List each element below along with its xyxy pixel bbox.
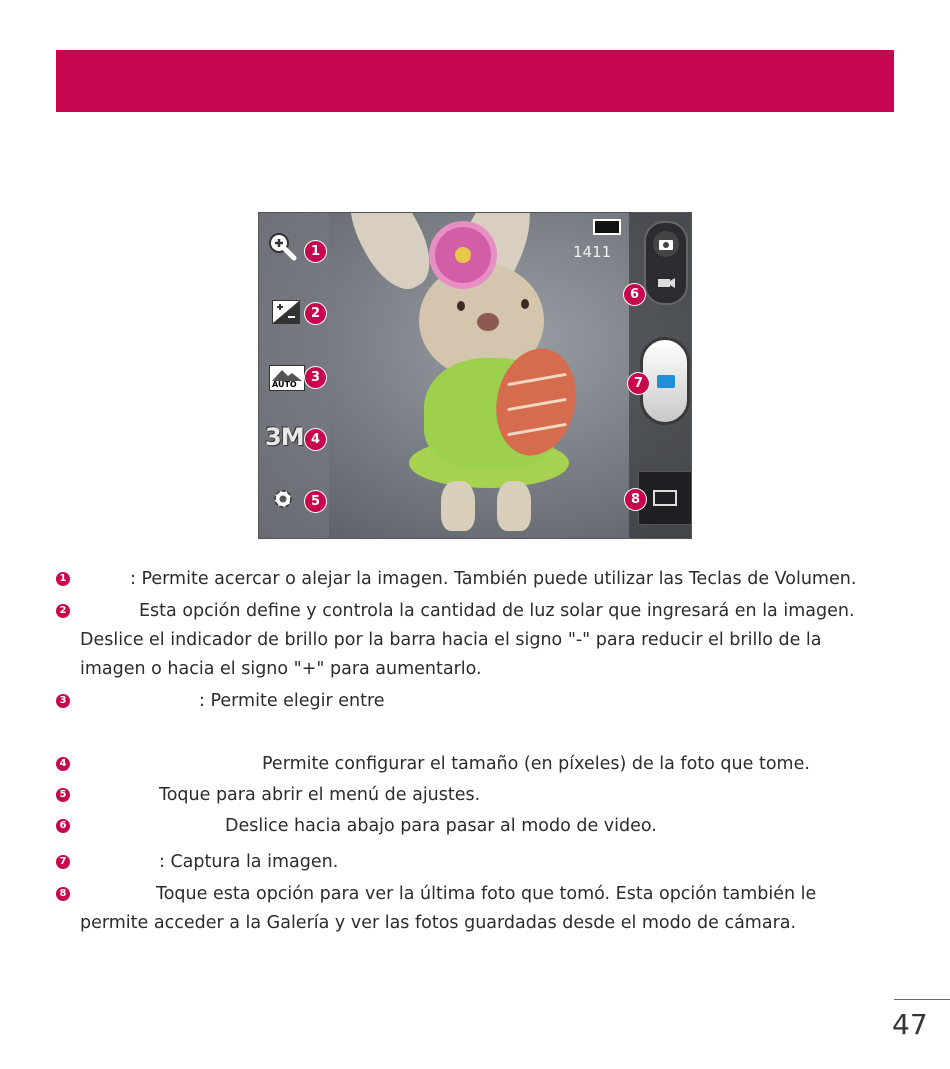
gallery-icon: [653, 490, 677, 506]
bunny-nose: [477, 313, 499, 331]
bullet-8: 8: [56, 887, 70, 901]
bunny-flower-center: [455, 247, 471, 263]
bullet-1: 1: [56, 572, 70, 586]
callout-3: 3: [305, 367, 326, 388]
battery-icon: [593, 219, 621, 235]
item-1-text: : Permite acercar o alejar la imagen. También puede utilizar las Teclas de Volumen.: [130, 569, 857, 589]
item-6-text: Deslice hacia abajo para pasar al modo de video.: [225, 816, 657, 836]
bullet-3: 3: [56, 694, 70, 708]
callout-2: 2: [305, 303, 326, 324]
camera-mode-icon: [653, 231, 679, 257]
callout-6: 6: [624, 284, 645, 305]
shots-remaining: 1411: [573, 243, 612, 261]
page-number-rule: [894, 999, 950, 1000]
bullet-5: 5: [56, 788, 70, 802]
bullet-2: 2: [56, 604, 70, 618]
header-bar: [56, 50, 894, 112]
mode-switch[interactable]: [644, 221, 688, 305]
callout-8: 8: [625, 489, 646, 510]
camera-icon: [653, 231, 679, 257]
item-3-text: : Permite elegir entre: [199, 691, 385, 711]
callout-4: 4: [305, 429, 326, 450]
item-4-text: Permite configurar el tamaño (en píxeles) de la foto que tome.: [262, 754, 810, 774]
video-icon: [656, 273, 676, 289]
gear-icon[interactable]: [271, 487, 295, 511]
bunny-leg-right: [497, 481, 531, 531]
gallery-thumbnail[interactable]: [638, 471, 692, 525]
item-2-text: Esta opción define y controla la cantidad de luz solar que ingresará en la imagen.: [139, 601, 855, 621]
bunny-leg-left: [441, 481, 475, 531]
callout-5: 5: [305, 491, 326, 512]
bullet-4: 4: [56, 757, 70, 771]
bunny-ear-left: [334, 212, 443, 300]
item-5-text: Toque para abrir el menú de ajustes.: [159, 785, 481, 805]
callout-7: 7: [628, 373, 649, 394]
zoom-icon[interactable]: [267, 231, 297, 261]
shutter-camera-icon: [657, 375, 675, 388]
bunny-eye-right: [521, 299, 529, 309]
item-7-text: : Captura la imagen.: [159, 852, 339, 872]
bunny-eye-left: [457, 301, 465, 311]
item-8-text: Toque esta opción para ver la última foto que tomó. Esta opción también le: [156, 884, 817, 904]
camera-screenshot: [258, 212, 692, 539]
image-size-button[interactable]: 3M: [265, 423, 304, 451]
bullet-7: 7: [56, 855, 70, 869]
page-number: 47: [892, 1008, 928, 1041]
brightness-icon[interactable]: [272, 300, 300, 324]
bullet-6: 6: [56, 819, 70, 833]
scene-mode-icon[interactable]: [269, 365, 305, 391]
item-2-text-line3: imagen o hacia el signo "+" para aumentarlo.: [80, 659, 482, 679]
item-8-text-line2: permite acceder a la Galería y ver las fotos guardadas desde el modo de cámara.: [80, 913, 797, 933]
callout-1: 1: [305, 241, 326, 262]
mountain-icon: [270, 367, 304, 381]
item-2-text-line2: Deslice el indicador de brillo por la barra hacia el signo "-" para reducir el brillo de la: [80, 630, 822, 650]
scene-mode-label: AUTO: [272, 380, 297, 389]
